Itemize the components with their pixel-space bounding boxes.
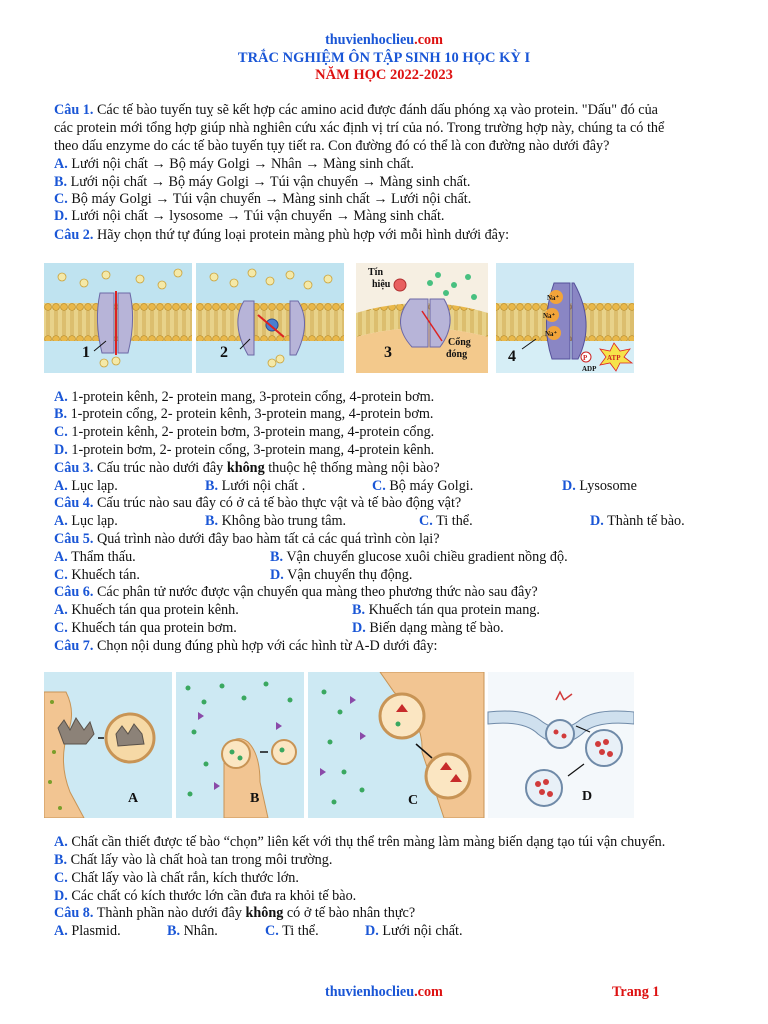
q8-stem: [54, 904, 415, 922]
q8-label: Câu 8.: [54, 905, 94, 921]
signal-label-1: Tín: [368, 267, 384, 278]
option-text: Ti thể.: [282, 923, 319, 939]
option-letter: D.: [562, 478, 576, 494]
option-letter: C.: [54, 620, 68, 636]
q8-text-a: Thành phần nào dưới đây: [93, 905, 246, 921]
option-letter: B.: [270, 549, 284, 565]
panel-c-receptor-endocytosis: [308, 672, 484, 818]
option-text: Ti thể.: [436, 513, 473, 529]
endocytosis-figure: [44, 672, 634, 818]
option-letter: C.: [265, 923, 279, 939]
panel-4-label: 4: [508, 348, 516, 365]
q5-stem: [54, 530, 440, 548]
q7-option-a[interactable]: [54, 833, 665, 851]
option-text: 1-protein cổng, 2- protein kênh, 3-protein mang, 4-protein bơm.: [70, 406, 434, 422]
option-letter: B.: [54, 174, 68, 190]
atp-label: ATP: [607, 354, 621, 362]
option-letter: B.: [167, 923, 181, 939]
option-text: Các chất có kích thước lớn cần đưa ra khỏi tế bào.: [71, 888, 357, 904]
option-letter: B.: [54, 406, 68, 422]
footer-site-name: thuvienhoclieu: [325, 984, 415, 1000]
option-letter: A.: [54, 923, 68, 939]
q1-stem-line3: theo dấu enzyme do các tế bào tuyến tụy tiết ra. Con đường đó có thể là con đường nào dưới đây?: [54, 138, 610, 154]
panel-4-pump-protein: [496, 263, 634, 373]
q1-stem-line1: [54, 101, 658, 119]
panel-3-label: 3: [384, 344, 392, 361]
q8-text-b: có ở tế bào nhân thực?: [283, 905, 416, 921]
option-letter: A.: [54, 602, 68, 618]
q6-stem: [54, 583, 538, 601]
panel-d-exocytosis: [488, 672, 634, 818]
page-number: Trang 1: [612, 984, 660, 1000]
option-letter: D.: [54, 208, 68, 224]
q3-option-d[interactable]: [562, 477, 637, 495]
q5-option-c[interactable]: [54, 566, 140, 584]
site-header[interactable]: [0, 32, 768, 49]
q5-option-a[interactable]: [54, 548, 136, 566]
gate-label-1: Cổng: [448, 337, 471, 348]
na-label-3: Na⁺: [545, 330, 558, 338]
option-letter: D.: [352, 620, 366, 636]
option-text: Lưới nội chất → Bộ máy Golgi → Nhân → Màng sinh chất.: [71, 156, 414, 172]
q3-label: Câu 3.: [54, 460, 94, 476]
q6-text: Các phân tử nước được vận chuyển qua màng theo phương thức nào sau đây?: [93, 584, 538, 600]
option-text: 1-protein kênh, 2- protein bơm, 3-protein mang, 4-protein cổng.: [71, 424, 435, 440]
footer-site-domain: .com: [414, 984, 443, 1000]
q3-text-b: thuộc hệ thống màng nội bào?: [264, 460, 440, 476]
option-letter: A.: [54, 513, 68, 529]
site-domain: .com: [414, 32, 443, 48]
option-letter: D.: [590, 513, 604, 529]
panel-2-label: 2: [220, 344, 228, 361]
na-label-2: Na⁺: [543, 312, 556, 320]
q3-option-c[interactable]: [372, 477, 473, 495]
option-text: Nhân.: [183, 923, 218, 939]
option-text: Lưới nội chất → lysosome → Túi vận chuyển → Màng sinh chất.: [71, 208, 445, 224]
option-letter: A.: [54, 549, 68, 565]
option-text: Bộ máy Golgi.: [389, 478, 474, 494]
option-letter: A.: [54, 834, 68, 850]
q1-option-b[interactable]: [54, 173, 470, 191]
option-text: Chất lấy vào là chất hoà tan trong môi trường.: [70, 852, 333, 868]
q1-option-d[interactable]: [54, 207, 444, 225]
q5-text: Quá trình nào dưới đây bao hàm tất cả các quá trình còn lại?: [93, 531, 440, 547]
option-text: Khuếch tán qua protein bơm.: [71, 620, 237, 636]
option-letter: D.: [54, 888, 68, 904]
option-text: Lục lạp.: [71, 513, 118, 529]
option-text: Khuếch tán.: [71, 567, 140, 583]
option-text: Thành tế bào.: [607, 513, 685, 529]
q5-label: Câu 5.: [54, 531, 94, 547]
option-letter: B.: [54, 852, 68, 868]
q8-emphasis: không: [245, 905, 284, 921]
option-text: Lục lạp.: [71, 478, 118, 494]
q6-option-c[interactable]: [54, 619, 237, 637]
na-label-1: Na⁺: [547, 294, 560, 302]
site-name: thuvienhoclieu: [325, 32, 415, 48]
q2-label: Câu 2.: [54, 227, 94, 243]
q7-stem: [54, 637, 438, 655]
option-text: Lưới nội chất .: [221, 478, 306, 494]
option-text: Thẩm thấu.: [71, 549, 136, 565]
q2-text: Hãy chọn thứ tự đúng loại protein màng phù hợp với mỗi hình dưới đây:: [93, 227, 510, 243]
option-letter: A.: [54, 156, 68, 172]
q4-text: Cấu trúc nào sau đây có ở cả tế bào thực vật và tế bào động vật?: [93, 495, 462, 511]
option-text: Vận chuyển thụ động.: [287, 567, 413, 583]
q2-option-a[interactable]: [54, 388, 434, 406]
option-letter: C.: [54, 870, 68, 886]
q7-label: Câu 7.: [54, 638, 94, 654]
q7-option-d[interactable]: [54, 887, 356, 905]
q8-option-d[interactable]: [365, 922, 463, 940]
footer-site-link[interactable]: [325, 984, 443, 1001]
q6-option-d[interactable]: [352, 619, 504, 637]
q6-option-b[interactable]: [352, 601, 540, 619]
q8-option-a[interactable]: [54, 922, 121, 940]
q4-option-d[interactable]: [590, 512, 685, 530]
option-letter: C.: [54, 567, 68, 583]
option-text: Khuếch tán qua protein kênh.: [71, 602, 239, 618]
q3-option-b[interactable]: [205, 477, 305, 495]
panel-2-carrier-protein: [196, 263, 344, 373]
q6-option-a[interactable]: [54, 601, 239, 619]
phosphate-label: P: [583, 354, 588, 362]
option-letter: C.: [372, 478, 386, 494]
q2-stem: [54, 226, 509, 244]
q4-stem: [54, 494, 461, 512]
option-text: 1-protein kênh, 2- protein mang, 3-protein cổng, 4-protein bơm.: [71, 389, 435, 405]
q3-emphasis: không: [226, 460, 265, 476]
q8-option-c[interactable]: [265, 922, 319, 940]
option-text: Vận chuyển glucose xuôi chiều gradient nồng độ.: [286, 549, 568, 565]
option-text: Không bào trung tâm.: [221, 513, 347, 529]
option-text: Lưới nội chất.: [382, 923, 463, 939]
q3-text-a: Cấu trúc nào dưới đây: [93, 460, 227, 476]
option-text: Bộ máy Golgi → Túi vận chuyển → Màng sinh chất → Lưới nội chất.: [71, 191, 472, 207]
panel-b-pinocytosis: [176, 672, 304, 818]
option-letter: A.: [54, 389, 68, 405]
q4-option-b[interactable]: [205, 512, 346, 530]
option-text: 1-protein bơm, 2- protein cổng, 3-protein mang, 4-protein kênh.: [71, 442, 435, 458]
q3-stem: [54, 459, 440, 477]
q5-option-d[interactable]: [270, 566, 412, 584]
option-text: Chất lấy vào là chất rắn, kích thước lớn.: [71, 870, 299, 886]
option-letter: B.: [205, 478, 219, 494]
option-letter: A.: [54, 478, 68, 494]
school-year: NĂM HỌC 2022-2023: [315, 67, 453, 83]
option-letter: C.: [54, 424, 68, 440]
option-text: Plasmid.: [71, 923, 121, 939]
option-letter: C.: [419, 513, 433, 529]
option-letter: D.: [270, 567, 284, 583]
q3-option-a[interactable]: [54, 477, 118, 495]
q2-option-b[interactable]: [54, 405, 433, 423]
q1-text-1: Các tế bào tuyến tuỵ sẽ kết hợp các amino acid được đánh dấu phóng xạ vào protein. "Dấu" đó của: [93, 102, 658, 118]
q2-option-d[interactable]: [54, 441, 434, 459]
panel-d-label: D: [582, 789, 593, 804]
panel-a-phagocytosis: [44, 672, 172, 818]
q1-option-c[interactable]: [54, 190, 471, 208]
panel-c-label: C: [408, 793, 419, 808]
panel-1-label: 1: [82, 344, 90, 361]
q5-option-b[interactable]: [270, 548, 568, 566]
page-title: TRẮC NGHIỆM ÔN TẬP SINH 10 HỌC KỲ I: [237, 50, 531, 66]
q6-label: Câu 6.: [54, 584, 94, 600]
q1-stem-line2: các protein mới tổng hợp giúp nhà nghiên cứu xác định vị trí của nó. Trong trường hợp này, chúng ta có thể: [54, 120, 665, 136]
panel-3-gated-protein: [356, 263, 488, 373]
membrane-proteins-figure: [44, 263, 634, 373]
option-text: Chất cần thiết được tế bào “chọn” liên kết với thụ thể trên màng làm màng biến dạng tạo túi vận chuyển.: [71, 834, 666, 850]
q8-option-b[interactable]: [167, 922, 218, 940]
q1-label: Câu 1.: [54, 102, 94, 118]
option-text: Lưới nội chất → Bộ máy Golgi → Túi vận chuyển → Màng sinh chất.: [70, 174, 471, 190]
q4-option-c[interactable]: [419, 512, 473, 530]
option-letter: C.: [54, 191, 68, 207]
option-text: Lysosome: [579, 478, 637, 494]
q4-label: Câu 4.: [54, 495, 94, 511]
signal-label-2: hiệu: [372, 279, 391, 290]
panel-b-label: B: [250, 791, 260, 806]
option-text: Khuếch tán qua protein mang.: [368, 602, 540, 618]
option-letter: D.: [365, 923, 379, 939]
q2-option-c[interactable]: [54, 423, 434, 441]
option-letter: D.: [54, 442, 68, 458]
option-letter: B.: [352, 602, 366, 618]
q7-option-c[interactable]: [54, 869, 299, 887]
q7-option-b[interactable]: [54, 851, 332, 869]
option-letter: B.: [205, 513, 219, 529]
q7-text: Chọn nội dung đúng phù hợp với các hình từ A-D dưới đây:: [93, 638, 438, 654]
option-text: Biến dạng màng tế bào.: [369, 620, 504, 636]
gate-label-2: đóng: [446, 349, 468, 360]
q4-option-a[interactable]: [54, 512, 118, 530]
q1-option-a[interactable]: [54, 155, 414, 173]
panel-a-label: A: [128, 791, 139, 806]
adp-label: ADP: [582, 365, 597, 373]
panel-1-channel-protein: [44, 263, 192, 373]
